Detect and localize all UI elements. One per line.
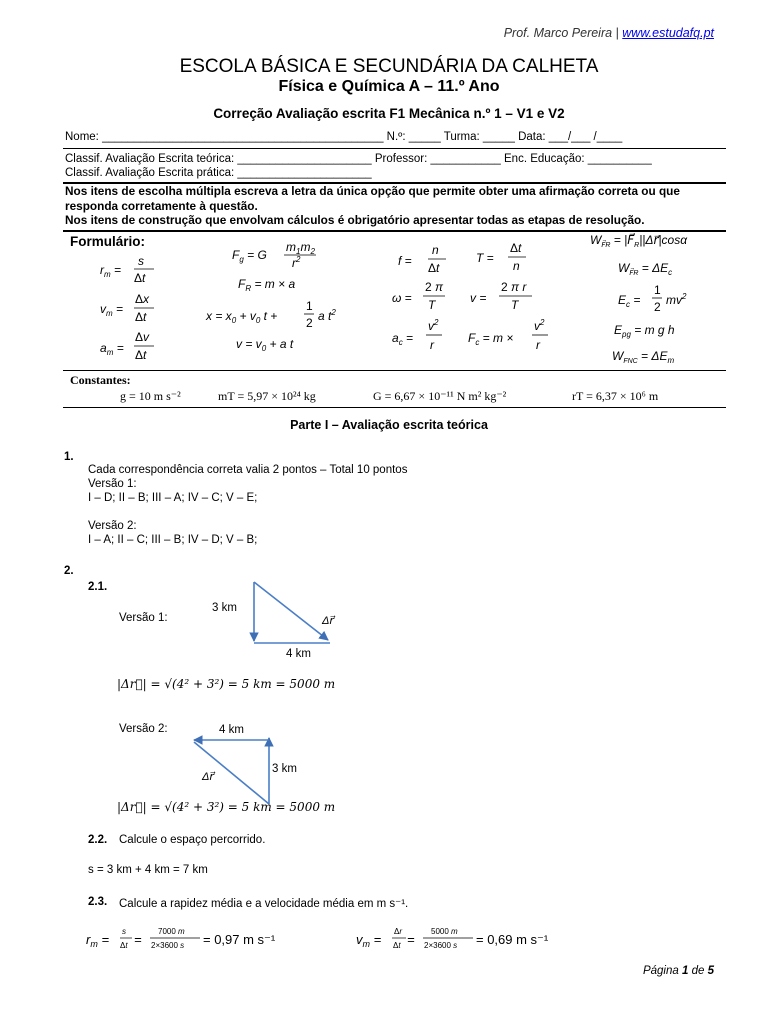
svg-text:rm =: $r_m$ = [100,263,122,279]
q1-version2-answer: I – A; II – C; III – B; IV – D; V – B; [88,534,258,546]
school-name: ESCOLA BÁSICA E SECUNDÁRIA DA CALHETA [179,56,599,77]
q1-version1-label: Versão 1: [88,478,137,490]
svg-text:Δt: Δt [120,941,128,950]
q21-magnitude-v2: |Δr⃗| = √(4² + 3²) = 5 km = 5000 m [117,800,336,814]
q1-number: 1. [64,451,74,463]
formula-work: $W_{F⃗R}$ = $|F⃗_R||\Delta r⃗|\cos\alpha$ [590,233,688,249]
formula-kinetic [618,283,687,314]
svg-text:Δx: Δx [135,292,150,306]
q22-question: Calcule o espaço percorrido. [119,834,266,846]
q23-number: 2.3. [88,896,108,908]
form-line-classif-teorica: Classif. Avaliação Escrita teórica: _____________________ Professor: ___________ Enc. Educação: __________ [65,153,652,165]
formula-work-energy: $W_{F⃗R} = \Delta E_c$ [618,261,673,277]
svg-text:5000 m: 5000 m [431,927,458,936]
svg-text:1: 1 [306,299,313,313]
q21-version2-label: Versão 2: [119,723,168,735]
svg-text:T =: T = [476,251,494,265]
diagram-version2 [180,718,310,808]
label-3km-v2: 3 km [272,763,297,775]
correction-title: Correção Avaliação escrita F1 Mecânica n.º 1 – V1 e V2 [213,106,565,121]
svg-text:Δt: Δt [510,241,522,255]
subject-title: Física e Química A – 11.º Ano [278,78,500,95]
divider [63,370,726,371]
svg-text:r2: $r^2$ [292,255,301,270]
page-of: de [691,965,705,977]
constantes-title: Constantes: [70,373,131,387]
svg-text:x = x0 + v0 t +: $x = x_0 + v_0$ t + [206,309,278,325]
page-total: 5 [707,965,714,977]
svg-text:T: T [511,298,519,312]
label-4km-v2: 4 km [219,724,244,736]
svg-text:=: = [134,932,142,947]
q21-version1-label: Versão 1: [119,612,168,624]
formula-work-nc: $W_{FNC} = \Delta E_m$ [612,349,675,365]
svg-text:7000 m: 7000 m [158,927,185,936]
svg-text:2×3600 s: 2×3600 s [424,941,458,950]
svg-text:a t2: a $t^2$ [318,308,336,323]
formula-gravity [232,240,316,270]
q22-answer: s = 3 km + 4 km = 7 km [88,864,208,876]
instruction-calculations: Nos itens de construção que envolvam cálculos é obrigatório apresentar todas as etapas de resolução. [65,213,645,227]
svg-text:Δt: Δt [135,310,147,324]
label-3km: 3 km [212,602,237,614]
label-delta-r: Δr⃗ [322,615,334,627]
svg-text:am =: $a_m$ = [100,341,124,357]
svg-text:v2: $v^2$ [428,318,439,333]
svg-text:Ec =: $E_c$ = [618,293,641,309]
label-delta-r-v2: Δr⃗ [202,771,214,783]
svg-text:vm =: $v_m$ = [100,302,124,318]
formula-centripetal-acc [392,318,442,352]
website-link[interactable]: www.estudafq.pt [622,26,714,40]
divider [63,407,726,408]
formula-frequency [398,243,446,275]
q23-question: Calcule a rapidez média e a velocidade média em m s⁻¹. [119,898,409,910]
svg-text:Δt: Δt [134,271,146,285]
formula-linear-speed [470,280,532,312]
page-header [0,26,714,40]
constant-earth-radius: rT = 6,37 × 10⁶ m [572,389,659,403]
formulario-title: Formulário: [70,234,146,249]
form-line-classif-pratica: Classif. Avaliação Escrita prática: _____________________ [65,167,372,179]
constant-earth-mass: mT = 5,97 × 10²⁴ kg [218,389,316,403]
q21-magnitude-v1: |Δr⃗| = √(4² + 3²) = 5 km = 5000 m [117,677,336,691]
svg-text:=: = [407,932,415,947]
svg-text:r: r [430,338,434,352]
formula-potential: $E_{pg} = m$ g h [614,323,675,339]
svg-text:rm =: $r_m$ = [86,932,110,949]
svg-text:Δt: Δt [393,941,401,950]
svg-text:v =: v = [470,291,487,305]
svg-text:ac =: $a_c$ = [392,331,414,347]
formula-position [205,299,336,330]
q1-version2-label: Versão 2: [88,520,137,532]
svg-text:m1m2: $m_1m_2$ [286,240,315,256]
formula-velocity: $v = v_0 + a$ t [236,337,294,353]
svg-text:2×3600 s: 2×3600 s [151,941,185,950]
svg-text:Δr: Δr [394,927,403,936]
svg-text:Δt: Δt [135,348,147,362]
svg-text:Δt: Δt [428,261,440,275]
svg-text:vm =: $v_m$ = [356,932,382,949]
svg-text:Fg = G: $F_g = G$ [232,248,267,264]
formula-am [100,330,154,362]
svg-text:n: n [513,259,520,273]
vector-displacement [254,582,328,640]
q2-number: 2. [64,565,74,577]
svg-text:s: s [122,927,126,936]
part-title: Parte I – Avaliação escrita teórica [290,418,488,432]
diagram-version1 [200,575,360,665]
svg-text:2 π: 2 π [425,280,444,294]
svg-text:f =: f = [398,254,412,268]
svg-text:Fc = m ×: $F_c = m$ × [468,331,514,347]
form-line-name: Nome: ____________________________________________ N.º: _____ Turma: _____ Data: ___/___ /____ [65,131,623,143]
q22-number: 2.2. [88,834,108,846]
q1-scoring: Cada correspondência correta valia 2 pontos – Total 10 pontos [88,464,408,476]
constant-gravitational: G = 6,67 × 10⁻¹¹ N m² kg⁻² [373,389,507,403]
rm-result: = 0,97 m s⁻¹ [203,932,276,947]
svg-text:n: n [432,243,439,257]
divider [63,148,726,149]
q1-version1-answer: I – D; II – B; III – A; IV – C; V – E; [88,492,258,504]
formula-angular [392,280,445,312]
label-4km: 4 km [286,648,311,660]
q21-number: 2.1. [88,581,108,593]
page-footer [0,965,714,977]
svg-text:2: 2 [306,316,313,330]
page-number: 1 [681,965,689,977]
svg-text:ω =: ω = [392,291,412,305]
author-text: Prof. Marco Pereira | [503,26,619,40]
svg-text:mv2: $mv^2$ [666,292,687,307]
formula-rm [100,254,154,285]
formula-centripetal-force [468,318,548,352]
instruction-multiple-choice: Nos itens de escolha múltipla escreva a letra da única opção que permite obter uma afirmação correta ou que responda corretamente à questão. [65,184,680,213]
svg-text:v2: $v^2$ [534,318,545,333]
svg-text:T: T [428,298,436,312]
page-label: Página [642,965,679,977]
q23-answer-equations [86,918,586,960]
formula-sheet [60,232,730,372]
svg-text:Δv: Δv [135,330,150,344]
svg-text:s: s [138,254,144,268]
svg-text:2 π r: 2 π r [501,280,527,294]
svg-text:2: 2 [654,300,661,314]
formula-vm [100,292,154,324]
formula-period [476,241,526,273]
svg-text:r: r [536,338,540,352]
svg-text:1: 1 [654,283,661,297]
formula-newton: $F_R = m \times a$ [238,277,296,293]
constant-g: g = 10 m s⁻² [120,389,181,403]
vm-result: = 0,69 m s⁻¹ [476,932,549,947]
